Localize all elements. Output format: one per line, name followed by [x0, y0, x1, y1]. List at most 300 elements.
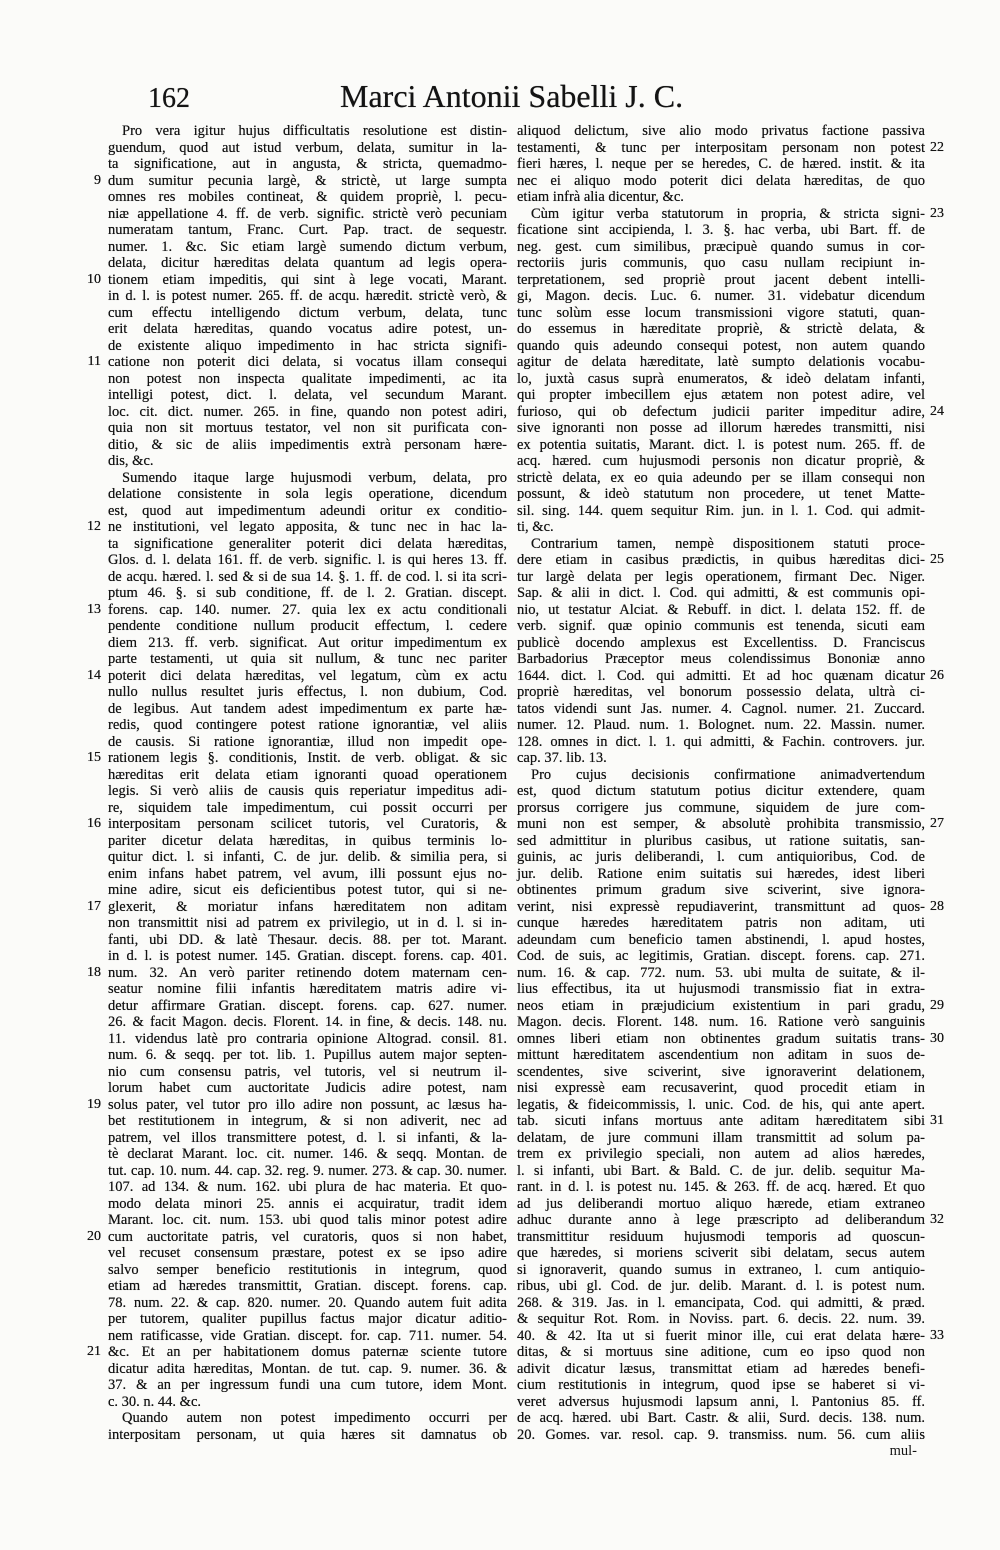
line-text: nem ratificasse, vide Gratian. discept. for. cap. 711. numer. 54. — [108, 1327, 507, 1344]
line-text: dere etiam in casibus prædictis, in quibus hæreditas dici- — [517, 552, 925, 568]
marginal-number: 25 — [930, 552, 944, 567]
text-line — [517, 272, 925, 289]
text-line — [108, 1146, 507, 1163]
line-text: numer. 1. &c. Sic etiam largè sumendo dictum verbum, — [108, 238, 507, 255]
text-line — [517, 898, 944, 916]
line-text: pariter dicetur delata hæreditas, in quibus terminis lo- — [108, 832, 507, 849]
text-line — [517, 1229, 925, 1246]
line-text: delatam, de jure communi illam transmittit ad solum pa- — [517, 1129, 925, 1146]
text-line — [517, 123, 925, 140]
line-text: pendente conditione nullum producit effectum, l. cedere — [108, 618, 507, 634]
line-text: nullo nullus resultet juris effectus, l. non dubium, Cod. — [108, 684, 507, 700]
text-line — [517, 1344, 925, 1361]
text-line — [108, 156, 507, 173]
text-line — [108, 536, 507, 553]
line-text: in d. l. is potest numer. 265. ff. de acqu. hæredit. strictè verò, & — [108, 288, 507, 304]
line-text: transmittitur residuum hujusmodi temporis ad quoscun- — [517, 1228, 925, 1245]
text-line — [517, 618, 925, 635]
line-text: omnes liberi etiam non obtinentes gradum suitatis trans- — [517, 1030, 925, 1047]
line-text: detur affirmare Gratian. discept. forens. cap. 627. numer. — [108, 997, 507, 1014]
line-text: 40. & 42. Ita ut si fuerit minor ille, cui erat delata hære- — [517, 1327, 925, 1344]
text-line — [108, 371, 507, 388]
line-text: lorum habet cum auctoritate Judicis adire potest, nam — [108, 1080, 507, 1096]
text-line — [517, 156, 925, 173]
text-line — [517, 750, 925, 767]
text-line — [108, 1080, 507, 1097]
line-text: Pro vera igitur hujus difficultatis resolutione est distin- — [122, 123, 507, 139]
line-text: Contrarium tamen, nempè dispositionem statuti proce- — [531, 535, 925, 552]
text-line — [108, 1278, 507, 1295]
line-text: solus pater, vel tutor pro illo adire non possunt, ac læsus ha- — [108, 1096, 507, 1113]
line-text: furioso, qui ob defectum judicii pariter impeditur adire, — [517, 403, 925, 420]
marginal-number: 28 — [930, 898, 944, 914]
text-line — [517, 536, 925, 553]
text-line — [87, 519, 507, 536]
line-text: tunc solùm esse locum transmissioni vigore statuti, quan- — [517, 304, 925, 321]
line-text: 26. & facit Magon. decis. Florent. 14. in fine, & decis. 148. nu. — [108, 1014, 507, 1030]
line-text: 1644. dict. l. Cod. qui admitti. Et ad hoc quænam dicatur — [517, 667, 925, 684]
text-line — [517, 503, 925, 520]
line-text: prorsus corrigere jus commune, siquidem de jure com- — [517, 799, 925, 816]
text-line — [108, 651, 507, 668]
text-line — [87, 816, 507, 833]
running-title: Marci Antonii Sabelli J. C. — [340, 78, 684, 114]
line-text: Cùm igitur verba statutorum in propria, & stricta signi- — [531, 205, 925, 222]
text-line — [517, 1196, 925, 1213]
line-text: bet restitutionem in integrum, & si non adiverit, nec ad — [108, 1113, 507, 1129]
line-text: muni non est semper, & absolutè prohibita transmissio, — [517, 816, 925, 832]
line-text: adivit dicatur læsus, transmittat etiam ad hæredes benefi- — [517, 1360, 925, 1377]
text-line — [108, 387, 507, 404]
line-text: 107. ad 134. & num. 162. ubi plura de hac materia. Et quo- — [108, 1179, 507, 1195]
text-line — [517, 684, 925, 701]
line-text: modo delata minori 25. annis ei acquiratur, tradit idem — [108, 1195, 507, 1212]
line-text: interpositam personam scilicet tutoris, vel Curatoris, & — [108, 816, 507, 832]
text-line — [108, 1394, 507, 1411]
line-text: cum effectu intelligendo dictum verbum, delata, tunc — [108, 304, 507, 321]
text-line — [108, 998, 507, 1015]
marginal-number: 14 — [87, 667, 101, 683]
line-text: verb. signif. quæ opinio communis est tenenda, sicuti eam — [517, 618, 925, 634]
line-text: nec ei aliquo modo poterit dici delata hæreditas, de quo — [517, 172, 925, 189]
text-line — [108, 684, 507, 701]
line-text: adhuc durante anno à lege præscripto ad deliberandum — [517, 1212, 925, 1228]
text-line — [108, 849, 507, 866]
text-line — [517, 997, 944, 1015]
line-text: neos etiam in præjudicium existentium in pari gradu, — [517, 997, 925, 1014]
marginal-number: 21 — [87, 1344, 101, 1359]
text-line — [108, 420, 507, 437]
left-column — [87, 123, 507, 1443]
line-text: Sap. & alii in dict. l. Cod. qui admitti, & est communis opi- — [517, 585, 925, 601]
marginal-number: 13 — [87, 601, 101, 617]
marginal-number: 23 — [930, 205, 944, 221]
line-text: quia non sit mortuus testator, vel non sit purificata con- — [108, 420, 507, 436]
line-text: omnes res mobiles contineat, & quidem propriè, l. pecu- — [108, 189, 507, 205]
text-line — [517, 1245, 925, 1262]
text-line — [517, 321, 925, 338]
text-line — [517, 1410, 925, 1427]
text-line — [108, 338, 507, 355]
line-text: agitur de delata hæreditate, latè sumpto delationis vocabu- — [517, 354, 925, 370]
line-text: ribus, ubi gl. Cod. de jur. delib. Marant. d. l. is potest num. — [517, 1278, 925, 1294]
text-line — [517, 1262, 925, 1279]
text-line — [517, 173, 925, 190]
text-line — [108, 486, 507, 503]
text-line — [517, 1212, 944, 1229]
text-line — [517, 651, 925, 668]
text-line — [108, 1179, 507, 1196]
line-text: patrem, vel illos transmittere potest, d. l. si infanti, & la- — [108, 1129, 507, 1146]
text-line — [517, 932, 925, 949]
text-line — [517, 1278, 925, 1295]
text-line — [108, 321, 507, 338]
line-text: cunque hæredes hæreditatem patris non aditam, uti — [517, 915, 925, 931]
text-line — [108, 783, 507, 800]
line-text: de legibus. Aut tandem adest impedimentum ex parte hæ- — [108, 700, 507, 717]
text-line — [94, 172, 507, 190]
text-line — [517, 667, 944, 685]
text-line — [108, 453, 507, 470]
line-text: num. 16. & cap. 772. num. 53. ubi multa de suitate, & il- — [517, 964, 925, 981]
text-line — [517, 1113, 944, 1130]
text-line — [87, 1096, 507, 1114]
line-text: tè declarat Marant. loc. cit. numer. 146. & seqq. Montan. de — [108, 1146, 507, 1162]
marginal-number: 15 — [87, 750, 101, 765]
line-text: fanti, ubi DD. & latè Thesaur. decis. 88. per tot. Marant. — [108, 931, 507, 948]
text-line — [87, 354, 507, 371]
line-text: mine adire, sicut eis deficientibus potest tutor, qui si ne- — [108, 882, 507, 898]
line-text: num. 32. An verò pariter retinendo dotem maternam cen- — [108, 964, 507, 981]
line-text: tab. sicuti infans mortuus ante aditam hæreditatem sibi — [517, 1113, 925, 1129]
line-text: fieri hæres, l. neque per se heredes, C. de hæred. instit. & ita — [517, 156, 925, 172]
text-line — [108, 470, 507, 487]
line-text: numeratam tantum, Franc. Curt. Pap. tract. de sequestr. — [108, 222, 507, 238]
text-line — [517, 915, 925, 932]
line-text: propriè hæreditas, vel bonorum possessio delata, ultrà ci- — [517, 684, 925, 700]
line-text: 37. & an per ingressum fundi una cum tutore, idem Mont. — [108, 1377, 507, 1393]
text-line — [108, 981, 507, 998]
line-text: lo, juxtà casus suprà enumeratos, & ideò delatam infanti, — [517, 370, 925, 387]
line-text: Magon. decis. Florent. 148. num. 16. Ratione verò sanguinis — [517, 1014, 925, 1030]
line-text: est, quod aut impedimentum adeundi oritur ex conditio- — [108, 502, 507, 519]
line-text: scendentes, sive sciverint, sive ignoraverint delationem, — [517, 1063, 925, 1080]
line-text: Quando autem non potest impedimento occurri per — [122, 1410, 507, 1426]
line-text: 78. num. 22. & cap. 820. numer. 20. Quando autem fuit adita — [108, 1294, 507, 1311]
line-text: dum sumitur pecunia largè, & strictè, ut large sumpta — [108, 172, 507, 189]
line-text: legatis, & fideicommissis, l. unic. Cod. de his, qui ante apert. — [517, 1096, 925, 1113]
text-line — [108, 1245, 507, 1262]
line-text: ex potentia suitatis, Marant. dict. l. is potest num. 265. ff. de — [517, 436, 925, 453]
text-line — [517, 338, 925, 355]
text-line — [517, 1179, 925, 1196]
line-text: Glos. d. l. delata 161. ff. de verb. signific. l. is qui heres 13. ff. — [108, 552, 507, 568]
marginal-number: 26 — [930, 667, 944, 683]
text-line — [108, 1361, 507, 1378]
text-line — [517, 1327, 944, 1345]
marginal-number: 27 — [930, 816, 944, 831]
line-text: per tutorem, qualiter pupillus factus major dicatur aditio- — [108, 1311, 507, 1327]
text-line — [108, 717, 507, 734]
text-line — [108, 1295, 507, 1312]
marginal-number: 17 — [87, 898, 101, 914]
line-text: nisi expressè eam recusaverint, quod procedit etiam in — [517, 1080, 925, 1096]
line-text: 20. Gomes. var. resol. cap. 9. transmiss. num. 56. cum aliis — [517, 1426, 925, 1443]
text-line — [517, 1146, 925, 1163]
text-line — [108, 1427, 507, 1444]
text-line — [108, 618, 507, 635]
text-line — [517, 470, 925, 487]
line-text: non potest non inspecta qualitate impedimenti, ac ita — [108, 370, 507, 387]
text-line — [517, 1130, 925, 1147]
text-line — [517, 882, 925, 899]
line-text: dicatur adita hæreditas, Montan. de tut. cap. 9. numer. 36. & — [108, 1360, 507, 1377]
marginal-number: 10 — [87, 271, 101, 287]
text-line — [108, 206, 507, 223]
line-text: cap. 37. lib. 13. — [517, 750, 607, 766]
right-column — [517, 123, 944, 1443]
text-line — [517, 734, 925, 751]
line-text: tut. cap. 10. num. 44. cap. 32. reg. 9. numer. 273. & cap. 30. numer. — [108, 1162, 507, 1179]
text-line — [87, 750, 507, 767]
text-line — [108, 635, 507, 652]
line-text: nio, ut testatur Alciat. & Rebuff. in dict. l. delata 152. ff. de — [517, 601, 925, 618]
text-line — [517, 239, 925, 256]
line-text: erit delata hæreditas, quando vocatus adire potest, un- — [108, 321, 507, 337]
marginal-number: 11 — [87, 354, 101, 369]
text-line — [517, 1064, 925, 1081]
line-text: in d. l. is potest numer. 145. Gratian. discept. forens. cap. 401. — [108, 948, 507, 964]
line-text: rant. in d. l. is potest nu. 145. & 263. ff. de acq. hæred. Et quo — [517, 1179, 925, 1195]
text-line — [108, 833, 507, 850]
line-text: ad jus deliberandi mortuo aliquo hærede, etiam extraneo — [517, 1195, 925, 1212]
text-line — [108, 404, 507, 421]
text-line — [517, 189, 925, 206]
line-text: sive ignoranti non posse ad illorum hæredes transmitti, nisi — [517, 420, 925, 436]
text-line — [108, 255, 507, 272]
marginal-number: 12 — [87, 519, 101, 534]
line-text: diem 213. ff. verb. significat. Aut oritur impedimentum ex — [108, 634, 507, 651]
text-line — [108, 1064, 507, 1081]
line-text: do essemus in hæreditate propriè, & strictè delata, & — [517, 321, 925, 337]
line-text: numer. 12. Plaud. num. 1. Bolognet. num. 22. Massin. numer. — [517, 717, 925, 733]
line-text: intelligi potest, dict. l. delata, vel secundum Marant. — [108, 387, 507, 403]
text-line — [517, 1394, 925, 1411]
text-line — [108, 915, 507, 932]
line-text: legis. Si verò aliis de causis quis reperiatur impeditus adi- — [108, 783, 507, 799]
text-line — [517, 833, 925, 850]
text-line — [517, 816, 944, 833]
line-text: que hæredes, si moriens sciverit sibi delatam, secus autem — [517, 1245, 925, 1261]
line-text: rationem legis §. conditionis, Instit. de verb. obligat. & sic — [108, 750, 507, 766]
line-text: cium restitutionis in integrum, quod ipse se haberet si vi- — [517, 1377, 925, 1393]
text-line — [517, 1080, 925, 1097]
text-line — [108, 189, 507, 206]
line-text: seatur nomine filii infantis hæreditatem matris adire vi- — [108, 981, 507, 997]
marginal-number: 24 — [930, 403, 944, 419]
text-line — [108, 1410, 507, 1427]
text-line — [517, 981, 925, 998]
text-line — [517, 602, 925, 619]
marginal-number: 19 — [87, 1096, 101, 1112]
text-line — [517, 866, 925, 883]
marginal-number: 22 — [930, 139, 944, 155]
text-line — [517, 255, 925, 272]
text-line — [517, 403, 944, 421]
line-text: interpositam personam, ut quia hæres sit damnatus ob — [108, 1426, 507, 1443]
text-line — [108, 288, 507, 305]
text-line — [108, 1311, 507, 1328]
line-text: Marant. loc. cit. num. 153. ubi quod talis minor potest adire — [108, 1212, 507, 1228]
line-text: verint, nisi expressè repudiaverint, transmittunt ad quos- — [517, 898, 925, 915]
line-text: delatione consistente in sola legis operatione, dicendum — [108, 486, 507, 502]
line-text: l. si infanti, ubi Bart. & Bald. C. de jur. delib. sequitur Ma- — [517, 1162, 925, 1179]
line-text: Sumendo itaque large hujusmodi verbum, delata, pro — [122, 469, 507, 486]
catchword: mul- — [889, 1443, 917, 1459]
text-line — [87, 271, 507, 289]
line-text: parte testamenti, ut quia sit nullum, & tunc nec pariter — [108, 651, 507, 667]
text-line — [108, 1031, 507, 1048]
line-text: qui propter imbecillem ejus ætatem non potest adire, vel — [517, 387, 925, 403]
line-text: neg. gest. cum similibus, præcipuè quando sumus in cor- — [517, 238, 925, 255]
text-line — [108, 305, 507, 322]
text-line — [108, 437, 507, 454]
line-text: loc. cit. dict. numer. 265. in fine, quando non potest adiri, — [108, 403, 507, 420]
text-line — [517, 519, 925, 536]
text-line — [108, 1163, 507, 1180]
line-text: possunt, & ideò statutum non procedere, ut tenet Matte- — [517, 486, 925, 502]
line-text: testamenti, & tunc per interpositam personam non potest — [517, 139, 925, 156]
line-text: mittunt hæreditatem ascendentium non aditam in suos de- — [517, 1047, 925, 1063]
line-text: ditio, & sic de aliis impedimentis extrà personam hære- — [108, 436, 507, 453]
text-line — [108, 1377, 507, 1394]
marginal-number: 9 — [94, 172, 101, 188]
text-line — [108, 1328, 507, 1345]
text-line — [517, 354, 925, 371]
text-line — [517, 1361, 925, 1378]
line-text: terpretationem, sed propriè prout jacent debent intelli- — [517, 271, 925, 288]
line-text: nio cum consensu patris, vel tutoris, vel si neutrum il- — [108, 1063, 507, 1080]
text-line — [517, 486, 925, 503]
line-text: de existente aliquo impedimento in hac stricta signifi- — [108, 337, 507, 354]
line-text: Barbadorius Præceptor meus colendissimus Bononiæ anno — [517, 651, 925, 667]
text-line — [517, 783, 925, 800]
text-line — [108, 1212, 507, 1229]
line-text: veret adversus hujusmodi lapsum anni, l. Pantonius 85. ff. — [517, 1393, 925, 1410]
line-text: quando quis adeundo consequi potest, non autem quando — [517, 337, 925, 354]
text-line — [517, 585, 925, 602]
line-text: adeundam cum beneficio tamen abstinendi, l. apud hostes, — [517, 931, 925, 948]
line-text: re, siquidem tale impedimentum, cui possit occurri per — [108, 799, 507, 816]
text-line — [108, 948, 507, 965]
text-line — [108, 140, 507, 157]
line-text: num. 6. & seqq. per tot. lib. 1. Pupillus autem major septen- — [108, 1047, 507, 1063]
line-text: aliquod delictum, sive alio modo privatus factione passiva — [517, 123, 925, 139]
text-line — [517, 1047, 925, 1064]
text-line — [108, 866, 507, 883]
text-line — [517, 437, 925, 454]
line-text: & sequitur Rot. Rom. in Noviss. part. 6. decis. 22. num. 39. — [517, 1311, 925, 1327]
text-line — [108, 1130, 507, 1147]
line-text: glexerit, & moriatur infans hæreditatem non aditam — [108, 898, 507, 915]
page-number: 162 — [148, 83, 190, 114]
text-line — [108, 932, 507, 949]
text-line — [108, 1262, 507, 1279]
text-line — [108, 569, 507, 586]
text-line — [517, 222, 925, 239]
line-text: sed admittitur in pluribus casibus, ut ratione suitatis, san- — [517, 832, 925, 849]
text-line — [517, 965, 925, 982]
text-line — [517, 1097, 925, 1114]
line-text: ne institutioni, vel legato apposita, & tunc nec in hac la- — [108, 519, 507, 535]
marginal-number: 20 — [87, 1228, 101, 1244]
text-line — [517, 387, 925, 404]
line-text: Cod. de suis, ac legitimis, Gratian. discept. forens. cap. 271. — [517, 948, 925, 964]
line-text: ta significatione generaliter poterit dici delata hæreditas, — [108, 535, 507, 552]
line-text: de causis. Si ratione ignorantiæ, illud non impedit ope- — [108, 733, 507, 750]
line-text: ptum 46. §. si sub conditione, ff. de l. 2. Gratian. discept. — [108, 585, 507, 601]
text-line — [517, 717, 925, 734]
text-line — [517, 205, 944, 223]
line-text: hæreditas erit delata etiam ignoranti quoad operationem — [108, 766, 507, 783]
text-line — [108, 1113, 507, 1130]
text-line — [517, 1163, 925, 1180]
line-text: strictè delata, ex eo quia adeundo per se illam consequi non — [517, 469, 925, 486]
marginal-number: 16 — [87, 816, 101, 831]
line-text: obtinentes primum gradum sive sciverint, sive ignora- — [517, 882, 925, 898]
text-line — [108, 1047, 507, 1064]
line-text: &c. Et an per habitationem domus paternæ sciente tutore — [108, 1344, 507, 1360]
line-text: Pro cujus decisionis confirmatione animadvertendum — [531, 766, 925, 783]
line-text: tur largè delata per legis operationem, firmant Dec. Niger. — [517, 568, 925, 585]
line-text: etiam infrà alia dicentur, &c. — [517, 189, 684, 205]
text-line — [517, 288, 925, 305]
line-text: delata, dicitur hæreditas delata quantum ad legis opera- — [108, 255, 507, 271]
text-line — [108, 552, 507, 569]
text-line — [108, 1196, 507, 1213]
line-text: dis, &c. — [108, 453, 154, 469]
text-line — [108, 734, 507, 751]
marginal-number: 33 — [930, 1327, 944, 1343]
text-line — [87, 898, 507, 916]
line-text: est, quod dictum statutum potius dicitur extendere, quam — [517, 783, 925, 799]
text-line — [517, 1014, 925, 1031]
line-text: acq. hæred. cum hujusmodi personis non dicatur propriè, & — [517, 453, 925, 469]
line-text: forens. cap. 140. numer. 27. quia lex ex actu conditionali — [108, 601, 507, 618]
text-line — [108, 800, 507, 817]
text-line — [517, 569, 925, 586]
line-text: lius effectibus, ita ut hujusmodi transmissio fiat in extra- — [517, 981, 925, 997]
line-text: si ignoraverit, quando sumus in extraneo, l. cum antiquio- — [517, 1261, 925, 1278]
text-line — [517, 1030, 944, 1048]
line-text: etiam ad hæredes transmittit, Gratian. discept. forens. cap. — [108, 1278, 507, 1294]
text-line — [108, 123, 507, 140]
text-line — [517, 1427, 925, 1444]
text-line — [87, 1228, 507, 1246]
line-text: sil. sing. 144. quem sequitur Rim. jun. in l. 1. Cod. qui admit- — [517, 502, 925, 519]
line-text: guinis, ac juris deliberandi, l. cum antiquioribus, Cod. de — [517, 849, 925, 865]
text-line — [517, 1311, 925, 1328]
text-line — [517, 1377, 925, 1394]
text-line — [517, 767, 925, 784]
text-line — [517, 305, 925, 322]
text-line — [108, 239, 507, 256]
text-line — [517, 453, 925, 470]
line-text: vel recuset consensum præstare, potest ex se ipso adire — [108, 1245, 507, 1261]
line-text: gi, Magon. decis. Luc. 6. numer. 31. videbatur dicendum — [517, 288, 925, 304]
text-line — [517, 948, 925, 965]
marginal-number: 32 — [930, 1212, 944, 1227]
